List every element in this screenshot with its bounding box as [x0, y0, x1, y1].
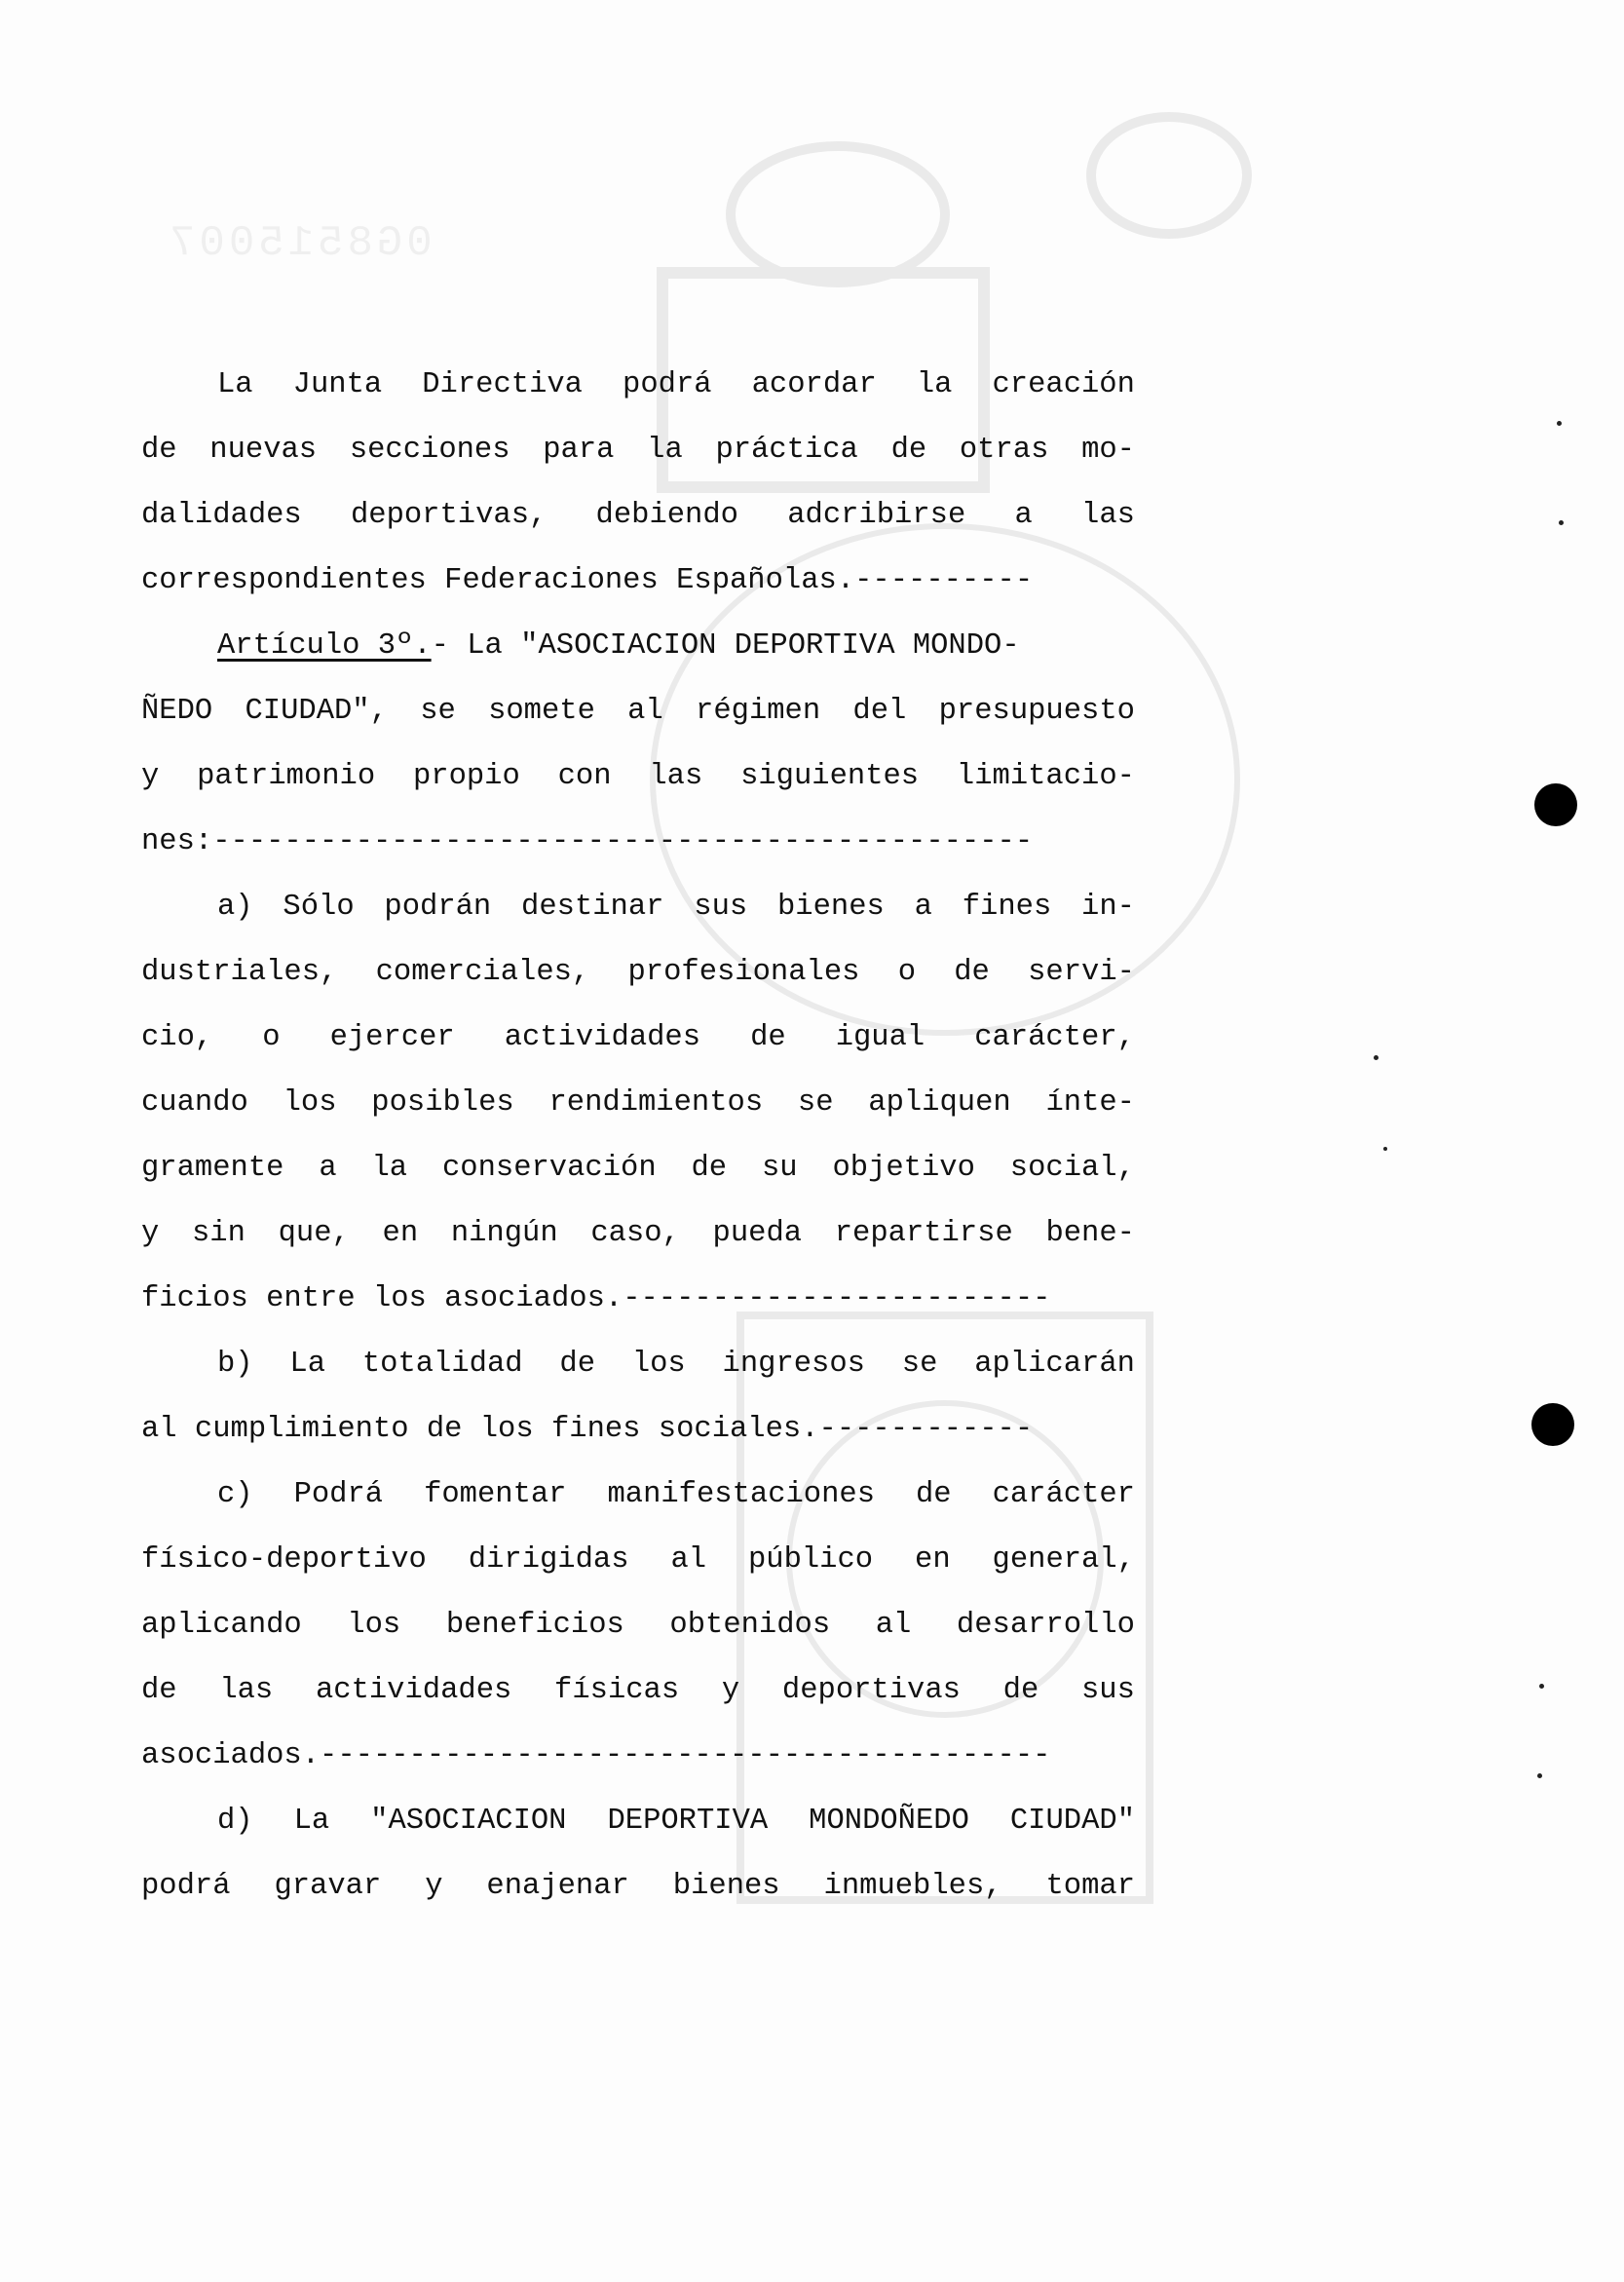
margin-speck [1537, 1773, 1542, 1778]
word: Junta [292, 368, 383, 401]
word: en [382, 1217, 419, 1250]
word: los [347, 1609, 401, 1642]
word: manifestaciones [607, 1478, 876, 1511]
word: podrá [623, 368, 712, 401]
word: conservación [441, 1152, 657, 1185]
word: o [262, 1021, 281, 1054]
text-line [141, 1397, 1135, 1463]
word: régimen [696, 695, 821, 728]
word: gramente [141, 1152, 284, 1185]
word: enajenar [486, 1870, 629, 1903]
dash-filler: ------------ [818, 1413, 1034, 1446]
text-line [141, 810, 1135, 875]
margin-speck [1557, 421, 1562, 426]
word: cio, [141, 1021, 213, 1054]
word: mo- [1081, 434, 1135, 467]
text-line [141, 744, 1135, 810]
word: actividades [504, 1021, 701, 1054]
word: DEPORTIVA [607, 1805, 769, 1838]
text-line [141, 353, 1135, 418]
line-text: - La "ASOCIACION DEPORTIVA MONDO- [431, 629, 1020, 663]
document-body [141, 353, 1135, 1920]
word: caso, [590, 1217, 680, 1250]
word: se [797, 1086, 834, 1120]
dash-filler: ----------------------------------------- [320, 1739, 1051, 1772]
word: de [890, 434, 927, 467]
word: presupuesto [938, 695, 1135, 728]
word: patrimonio [197, 760, 376, 793]
word: con [557, 760, 612, 793]
word: bene- [1045, 1217, 1135, 1250]
word: sus [694, 891, 748, 924]
word: totalidad [361, 1348, 523, 1381]
text-line [141, 614, 1135, 679]
word: tomar [1045, 1870, 1135, 1903]
word: CIUDAD" [1009, 1805, 1135, 1838]
word: comerciales, [375, 956, 590, 989]
word: de [915, 1478, 952, 1511]
word: posibles [371, 1086, 514, 1120]
margin-speck [1383, 1147, 1387, 1151]
word: adcribirse [787, 499, 966, 532]
text-line [141, 1658, 1135, 1724]
word: carácter, [974, 1021, 1135, 1054]
word: dustriales, [141, 956, 338, 989]
word: pueda [712, 1217, 803, 1250]
line-text: nes: [141, 825, 213, 858]
text-line [141, 1724, 1135, 1789]
margin-speck [1559, 520, 1564, 525]
text-line [141, 1267, 1135, 1332]
word: MONDOÑEDO [809, 1805, 969, 1838]
word: sus [1080, 1674, 1135, 1707]
word: la [647, 434, 683, 467]
word: la [371, 1152, 408, 1185]
word: b) [217, 1348, 253, 1381]
text-line [141, 1593, 1135, 1658]
word: al [627, 695, 663, 728]
word: d) [217, 1805, 253, 1838]
word: destinar [521, 891, 664, 924]
word: otras [959, 434, 1049, 467]
word: creación [992, 368, 1135, 401]
dash-filler: ---------- [854, 564, 1034, 597]
word: público [747, 1543, 874, 1577]
text-line [141, 875, 1135, 940]
word: en [915, 1543, 951, 1577]
word: los [283, 1086, 337, 1120]
word: de [750, 1021, 786, 1054]
word: Directiva [422, 368, 583, 401]
word: ejercer [329, 1021, 455, 1054]
word: a) [217, 891, 253, 924]
word: se [901, 1348, 938, 1381]
word: social, [1009, 1152, 1135, 1185]
word: bienes [672, 1870, 780, 1903]
line-text: asociados. [141, 1739, 321, 1772]
word: carácter [992, 1478, 1135, 1511]
word: y [721, 1674, 740, 1707]
word: la [916, 368, 953, 401]
word: al [670, 1543, 707, 1577]
word: nuevas [209, 434, 318, 467]
word: ningún [450, 1217, 558, 1250]
word: propio [412, 760, 520, 793]
word: limitacio- [956, 760, 1135, 793]
text-line [141, 483, 1135, 549]
word: acordar [751, 368, 877, 401]
word: se [420, 695, 456, 728]
text-line [141, 679, 1135, 744]
text-line [141, 1136, 1135, 1201]
word: beneficios [445, 1609, 624, 1642]
word: podrá [141, 1870, 231, 1903]
word: inmuebles, [823, 1870, 1002, 1903]
word: general, [992, 1543, 1135, 1577]
word: podrán [384, 891, 492, 924]
word: igual [835, 1021, 925, 1054]
word: ínte- [1045, 1086, 1135, 1120]
word: servi- [1028, 956, 1135, 989]
word: La [217, 368, 253, 401]
word: a [1014, 499, 1033, 532]
word: y [141, 1217, 160, 1250]
word: c) [217, 1478, 253, 1511]
text-line [141, 1789, 1135, 1854]
word: ingresos [722, 1348, 865, 1381]
word: obtenidos [669, 1609, 831, 1642]
word: deportivas, [350, 499, 548, 532]
word: ÑEDO [141, 695, 213, 728]
word: de [559, 1348, 595, 1381]
word: de [141, 1674, 177, 1707]
word: actividades [315, 1674, 512, 1707]
word: rendimientos [548, 1086, 764, 1120]
text-line [141, 1528, 1135, 1593]
word: apliquen [868, 1086, 1011, 1120]
dash-filler: ---------------------------------------------- [212, 825, 1034, 858]
text-line [141, 1854, 1135, 1920]
word: fines [962, 891, 1052, 924]
word: cuando [141, 1086, 248, 1120]
word: "ASOCIACION [370, 1805, 567, 1838]
word: su [761, 1152, 798, 1185]
word: in- [1081, 891, 1135, 924]
word: práctica [715, 434, 858, 467]
word: gravar [274, 1870, 382, 1903]
word: desarrollo [956, 1609, 1135, 1642]
word: al [875, 1609, 912, 1642]
word: físicas [554, 1674, 680, 1707]
punch-hole-top [1534, 783, 1577, 826]
word: de [954, 956, 990, 989]
text-line [141, 418, 1135, 483]
word: y [425, 1870, 443, 1903]
word: o [897, 956, 916, 989]
word: dalidades [141, 499, 302, 532]
word: profesionales [627, 956, 860, 989]
text-line [141, 1332, 1135, 1397]
word: y [141, 760, 160, 793]
word: La [293, 1805, 330, 1838]
word: para [543, 434, 615, 467]
word: aplicando [141, 1609, 302, 1642]
line-text: al cumplimiento de los fines sociales. [141, 1413, 819, 1446]
punch-hole-bottom [1531, 1403, 1574, 1446]
word: CIUDAD", [245, 695, 388, 728]
word: sin [192, 1217, 245, 1250]
word: Podrá [293, 1478, 384, 1511]
line-text: correspondientes Federaciones Españolas. [141, 564, 855, 597]
word: siguientes [740, 760, 920, 793]
margin-speck [1539, 1684, 1544, 1689]
word: a [914, 891, 932, 924]
word: objetivo [832, 1152, 975, 1185]
word: a [319, 1152, 337, 1185]
word: fomentar [424, 1478, 567, 1511]
word: las [1081, 499, 1135, 532]
word: bienes [777, 891, 885, 924]
word: físico-deportivo [141, 1543, 427, 1577]
text-line [141, 1463, 1135, 1528]
text-line [141, 1006, 1135, 1071]
serial-number-watermark: 0G8515007 [166, 219, 433, 268]
word: las [649, 760, 703, 793]
text-line [141, 1201, 1135, 1267]
line-text: ficios entre los asociados. [141, 1282, 623, 1315]
word: deportivas [781, 1674, 961, 1707]
word: aplicarán [974, 1348, 1135, 1381]
word: dirigidas [468, 1543, 629, 1577]
word: de [691, 1152, 728, 1185]
margin-speck [1374, 1055, 1379, 1060]
word: debiendo [595, 499, 738, 532]
word: de [141, 434, 177, 467]
article-heading: Artículo 3º. [217, 629, 432, 663]
word: de [1002, 1674, 1039, 1707]
word: somete [488, 695, 595, 728]
word: las [219, 1674, 274, 1707]
word: del [852, 695, 907, 728]
text-line [141, 1071, 1135, 1136]
dash-filler: ------------------------ [623, 1282, 1051, 1315]
word: repartirse [834, 1217, 1013, 1250]
word: que, [278, 1217, 350, 1250]
word: La [289, 1348, 326, 1381]
text-line [141, 549, 1135, 614]
word: secciones [349, 434, 510, 467]
word: Sólo [283, 891, 355, 924]
text-line [141, 940, 1135, 1006]
word: los [631, 1348, 686, 1381]
